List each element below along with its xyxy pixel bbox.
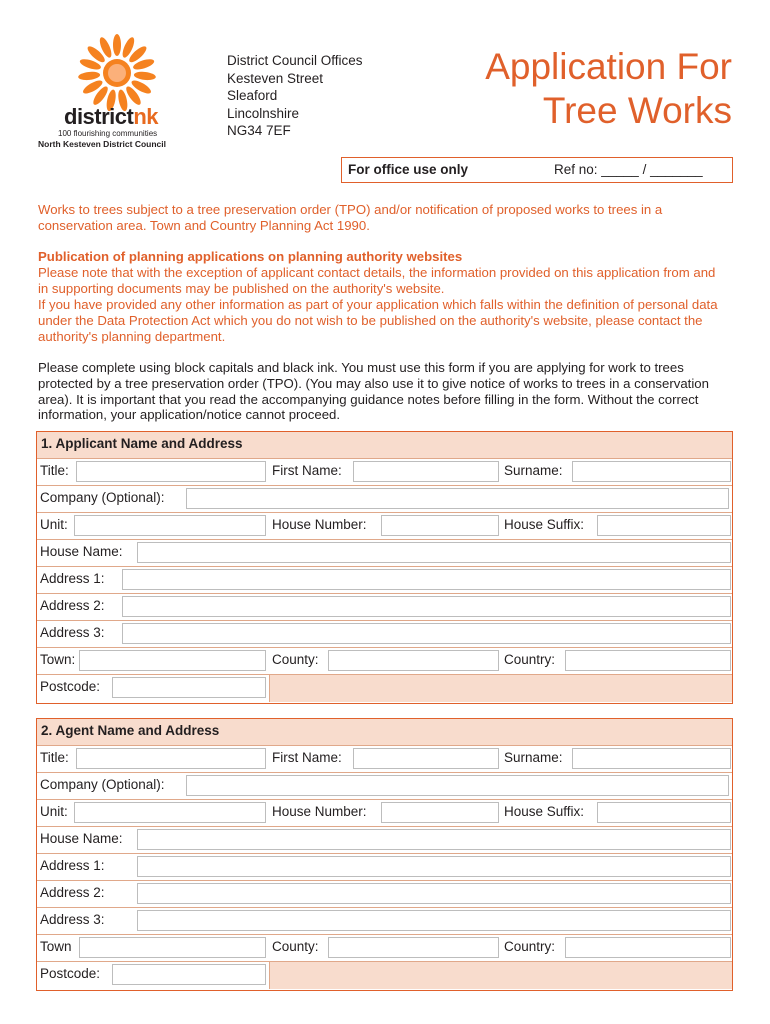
section-heading: 1. Applicant Name and Address	[37, 432, 732, 459]
office-ref-field: Ref no: _____ / _______	[554, 162, 703, 177]
unit-label: Unit:	[40, 517, 68, 532]
office-use-label: For office use only	[348, 162, 469, 177]
agent-town-input[interactable]	[79, 937, 266, 958]
company-label: Company (Optional):	[40, 490, 165, 505]
applicant-company-input[interactable]	[186, 488, 729, 509]
agent-surname-input[interactable]	[572, 748, 731, 769]
row-address-1	[37, 567, 732, 594]
section-agent	[36, 718, 733, 991]
section-applicant	[36, 431, 733, 704]
row-address-3	[37, 908, 732, 935]
surname-label: Surname:	[504, 750, 563, 765]
house-suffix-label: House Suffix:	[504, 804, 585, 819]
shaded-cell	[269, 675, 732, 702]
logo-council-name: North Kesteven District Council	[38, 139, 166, 149]
instructions: Please complete using block capitals and black ink. You must use this form if you are applying for work to trees protected by a tree preservation order (TPO). (You may also use it to give notice of works to trees in a conservation area). It is important that you read the accompanying guidance notes before filling in the form. Without the correct information, your application/notice cannot proceed.	[38, 360, 709, 423]
agent-county-input[interactable]	[328, 937, 499, 958]
page-title: Application For Tree Works	[485, 46, 732, 131]
section-heading: 2. Agent Name and Address	[37, 719, 732, 746]
agent-house-number-input[interactable]	[381, 802, 499, 823]
row-town	[37, 935, 732, 962]
postcode-label: Postcode:	[40, 679, 101, 694]
row-name	[37, 746, 732, 773]
house-number-label: House Number:	[272, 804, 367, 819]
row-address-3	[37, 621, 732, 648]
row-name	[37, 459, 732, 486]
sun-logo-icon	[78, 34, 156, 112]
logo-tagline: 100 flourishing communities	[58, 129, 158, 138]
row-town	[37, 648, 732, 675]
applicant-address-1-input[interactable]	[122, 569, 731, 590]
row-unit	[37, 513, 732, 540]
agent-postcode-input[interactable]	[112, 964, 266, 985]
council-address	[227, 52, 363, 140]
agent-company-input[interactable]	[186, 775, 729, 796]
address-1-label: Address 1:	[40, 571, 105, 586]
applicant-address-2-input[interactable]	[122, 596, 731, 617]
title-label: Title:	[40, 750, 69, 765]
row-address-1	[37, 854, 732, 881]
applicant-first-name-input[interactable]	[353, 461, 499, 482]
address-line: District Council Offices	[227, 53, 363, 68]
applicant-house-suffix-input[interactable]	[597, 515, 731, 536]
applicant-postcode-input[interactable]	[112, 677, 266, 698]
applicant-country-input[interactable]	[565, 650, 731, 671]
office-use-box	[341, 157, 733, 183]
agent-country-input[interactable]	[565, 937, 731, 958]
town-label: Town:	[40, 652, 76, 667]
applicant-unit-input[interactable]	[74, 515, 266, 536]
row-house-name	[37, 540, 732, 567]
publication-heading: Publication of planning applications on planning authority websites	[38, 249, 463, 264]
applicant-house-number-input[interactable]	[381, 515, 499, 536]
row-postcode	[37, 675, 732, 702]
county-label: County:	[272, 939, 319, 954]
tpo-notice: Works to trees subject to a tree preservation order (TPO) and/or notification of proposed works to trees in a conservation area. Town and Country Planning Act 1990.	[38, 202, 663, 233]
surname-label: Surname:	[504, 463, 563, 478]
row-address-2	[37, 881, 732, 908]
address-2-label: Address 2:	[40, 885, 105, 900]
applicant-address-3-input[interactable]	[122, 623, 731, 644]
address-line: Lincolnshire	[227, 105, 300, 121]
house-name-label: House Name:	[40, 831, 123, 846]
postcode-label: Postcode:	[40, 966, 101, 981]
company-label: Company (Optional):	[40, 777, 165, 792]
shaded-cell	[269, 962, 732, 989]
address-3-label: Address 3:	[40, 625, 105, 640]
address-2-label: Address 2:	[40, 598, 105, 613]
first-name-label: First Name:	[272, 750, 342, 765]
house-suffix-label: House Suffix:	[504, 517, 585, 532]
agent-house-suffix-input[interactable]	[597, 802, 731, 823]
applicant-title-input[interactable]	[76, 461, 266, 482]
address-3-label: Address 3:	[40, 912, 105, 927]
title-label: Title:	[40, 463, 69, 478]
address-line: Kesteven Street	[227, 70, 324, 86]
house-number-label: House Number:	[272, 517, 367, 532]
applicant-county-input[interactable]	[328, 650, 499, 671]
row-postcode	[37, 962, 732, 989]
agent-address-3-input[interactable]	[137, 910, 731, 931]
first-name-label: First Name:	[272, 463, 342, 478]
address-line: Sleaford	[227, 88, 278, 103]
logo	[34, 34, 204, 152]
logo-wordmark: districtnk	[64, 104, 159, 129]
county-label: County:	[272, 652, 319, 667]
agent-title-input[interactable]	[76, 748, 266, 769]
row-company	[37, 486, 732, 513]
address-1-label: Address 1:	[40, 858, 105, 873]
publication-text-1: Please note that with the exception of applicant contact details, the information provided on this application from and in supporting documents may be published on the authority's website.	[38, 265, 716, 296]
house-name-label: House Name:	[40, 544, 123, 559]
country-label: Country:	[504, 939, 556, 954]
address-line: NG34 7EF	[227, 123, 291, 138]
applicant-surname-input[interactable]	[572, 461, 731, 482]
agent-unit-input[interactable]	[74, 802, 266, 823]
publication-text-2: If you have provided any other information as part of your application which falls within the definition of personal data under the Data Protection Act which you do not wish to be published on the authority's website, please contact the authority's planning department.	[38, 297, 718, 344]
row-unit	[37, 800, 732, 827]
applicant-town-input[interactable]	[79, 650, 266, 671]
town-label: Town	[40, 939, 72, 954]
agent-address-1-input[interactable]	[137, 856, 731, 877]
agent-address-2-input[interactable]	[137, 883, 731, 904]
row-company	[37, 773, 732, 800]
agent-first-name-input[interactable]	[353, 748, 499, 769]
country-label: Country:	[504, 652, 556, 667]
row-address-2	[37, 594, 732, 621]
agent-house-name-input[interactable]	[137, 829, 731, 850]
applicant-house-name-input[interactable]	[137, 542, 731, 563]
row-house-name	[37, 827, 732, 854]
unit-label: Unit:	[40, 804, 68, 819]
